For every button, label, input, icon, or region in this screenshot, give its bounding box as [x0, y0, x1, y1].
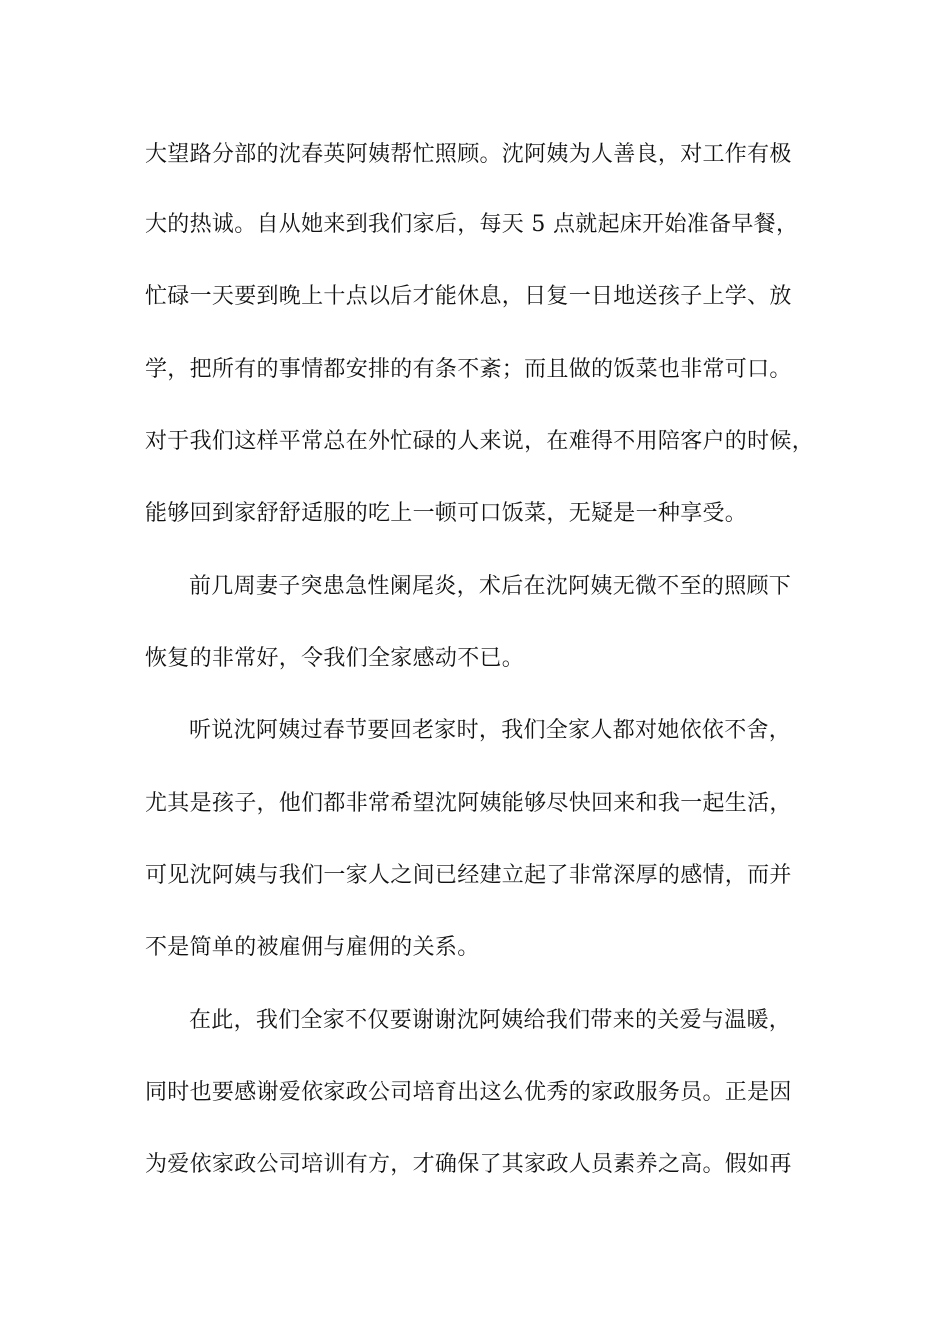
paragraph-first-line: 前几周妻子突患急性阑尾炎，术后在沈阿姨无微不至的照顾下	[189, 574, 792, 599]
paragraph-line: 忙碌一天要到晚上十点以后才能休息，日复一日地送孩子上学、放	[145, 284, 792, 309]
paragraph-line: 对于我们这样平常总在外忙碌的人来说，在难得不用陪客户的时候，	[145, 429, 815, 454]
paragraph-line: 能够回到家舒舒适服的吃上一顿可口饭菜，无疑是一种享受。	[145, 501, 748, 526]
paragraph-line: 不是简单的被雇佣与雇佣的关系。	[145, 935, 480, 960]
paragraph-first-line: 在此，我们全家不仅要谢谢沈阿姨给我们带来的关爱与温暖，	[189, 1008, 792, 1033]
paragraph-line: 同时也要感谢爱依家政公司培育出这么优秀的家政服务员。正是因	[145, 1080, 792, 1105]
paragraph-line: 大的热诚。自从她来到我们家后，每天 5 点就起床开始准备早餐，	[145, 212, 799, 237]
paragraph-line: 尤其是孩子，他们都非常希望沈阿姨能够尽快回来和我一起生活，	[145, 791, 792, 816]
paragraph-line: 学，把所有的事情都安排的有条不紊；而且做的饭菜也非常可口。	[145, 357, 792, 382]
paragraph-line: 大望路分部的沈春英阿姨帮忙照顾。沈阿姨为人善良，对工作有极	[145, 142, 792, 167]
paragraph-line: 为爱依家政公司培训有方，才确保了其家政人员素养之高。假如再	[145, 1152, 792, 1177]
paragraph-first-line: 听说沈阿姨过春节要回老家时，我们全家人都对她依依不舍，	[189, 718, 792, 743]
paragraph-line: 可见沈阿姨与我们一家人之间已经建立起了非常深厚的感情，而并	[145, 863, 792, 888]
paragraph-line: 恢复的非常好，令我们全家感动不已。	[145, 646, 525, 671]
